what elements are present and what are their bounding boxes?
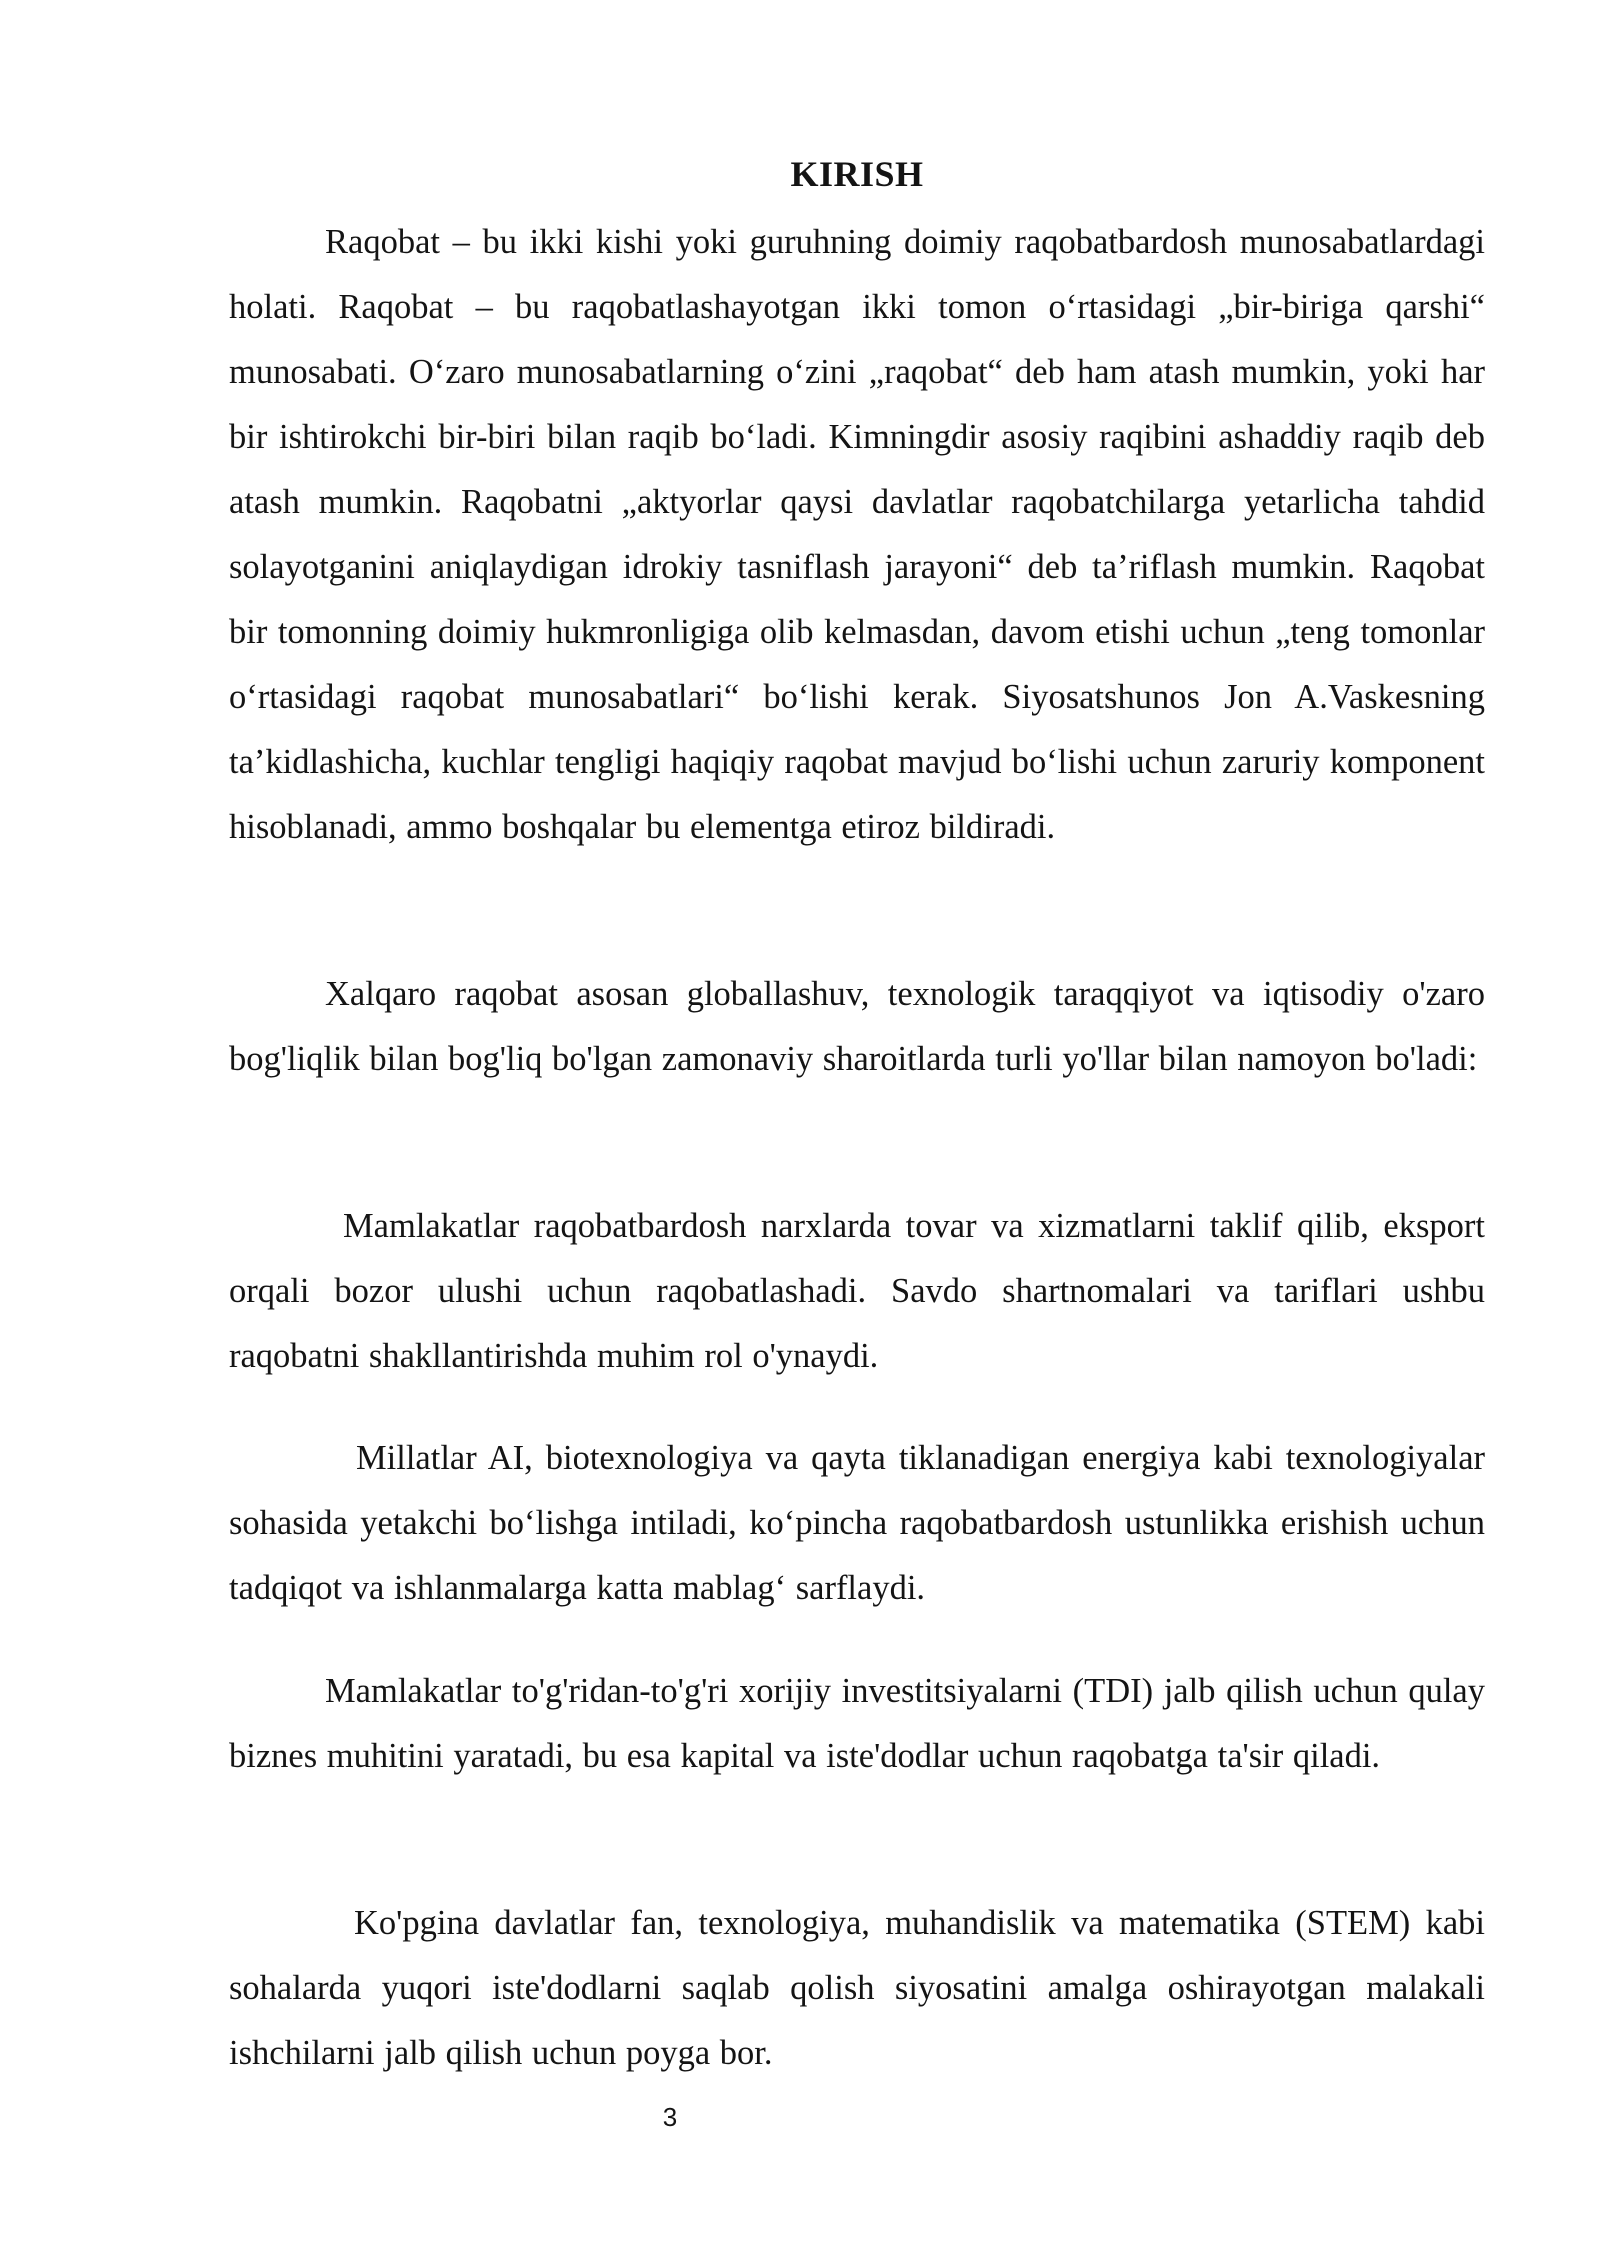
- paragraph-technology-competition: Millatlar AI, biotexnologiya va qayta tiklanadigan energiya kabi texnologiyalar sohasida yetakchi bo‘lishga intiladi, ko‘pincha raqobatbardosh ustunlikka erishish uchun tadqiqot va ishlanmalarga katta mablag‘ sarflaydi.: [229, 1439, 1485, 1607]
- paragraph-investment-competition: Mamlakatlar to'g'ridan-to'g'ri xorijiy investitsiyalarni (TDI) jalb qilish uchun qulay biznes muhitini yaratadi, bu esa kapital va iste'dodlar uchun raqobatga ta'sir qiladi.: [229, 1672, 1485, 1775]
- paragraph-international-competition: Xalqaro raqobat asosan globallashuv, texnologik taraqqiyot va iqtisodiy o'zaro bog'liqlik bilan bog'liq bo'lgan zamonaviy sharoitlarda turli yo'llar bilan namoyon bo'ladi:: [229, 975, 1485, 1078]
- page-number: 3: [662, 2102, 678, 2132]
- section-heading: KIRISH: [790, 154, 924, 194]
- paragraph-rivalry-definition: Raqobat – bu ikki kishi yoki guruhning doimiy raqobatbardosh munosabatlardagi holati. Raqobat – bu raqobatlashayotgan ikki tomon o‘rtasidagi „bir-biriga qarshi“ munosabati. O‘zaro munosabatlarning o‘zini „raqobat“ deb ham atash mumkin, yoki har bir ishtirokchi bir-biri bilan raqib bo‘ladi. Kimningdir asosiy raqibini ashaddiy raqib deb atash mumkin. Raqobatni „aktyorlar qaysi davlatlar raqobatchilarga yetarlicha tahdid solayotganini aniqlaydigan idrokiy tasniflash jarayoni“ deb ta’riflash mumkin. Raqobat bir tomonning doimiy hukmronligiga olib kelmasdan, davom etishi uchun „teng tomonlar o‘rtasidagi raqobat munosabatlari“ bo‘lishi kerak. Siyosatshunos Jon A.Vaskesning ta’kidlashicha, kuchlar tengligi haqiqiy raqobat mavjud bo‘lishi uchun zaruriy komponent hisoblanadi, ammo boshqalar bu elementga etiroz bildiradi.: [229, 223, 1485, 846]
- paragraph-export-competition: Mamlakatlar raqobatbardosh narxlarda tovar va xizmatlarni taklif qilib, eksport orqali bozor ulushi uchun raqobatlashadi. Savdo shartnomalari va tariflari ushbu raqobatni shakllantirishda muhim rol o'ynaydi.: [229, 1207, 1485, 1375]
- paragraph-talent-competition: Ko'pgina davlatlar fan, texnologiya, muhandislik va matematika (STEM) kabi sohalarda yuqori iste'dodlarni saqlab qolish siyosatini amalga oshirayotgan malakali ishchilarni jalb qilish uchun poyga bor.: [229, 1904, 1485, 2072]
